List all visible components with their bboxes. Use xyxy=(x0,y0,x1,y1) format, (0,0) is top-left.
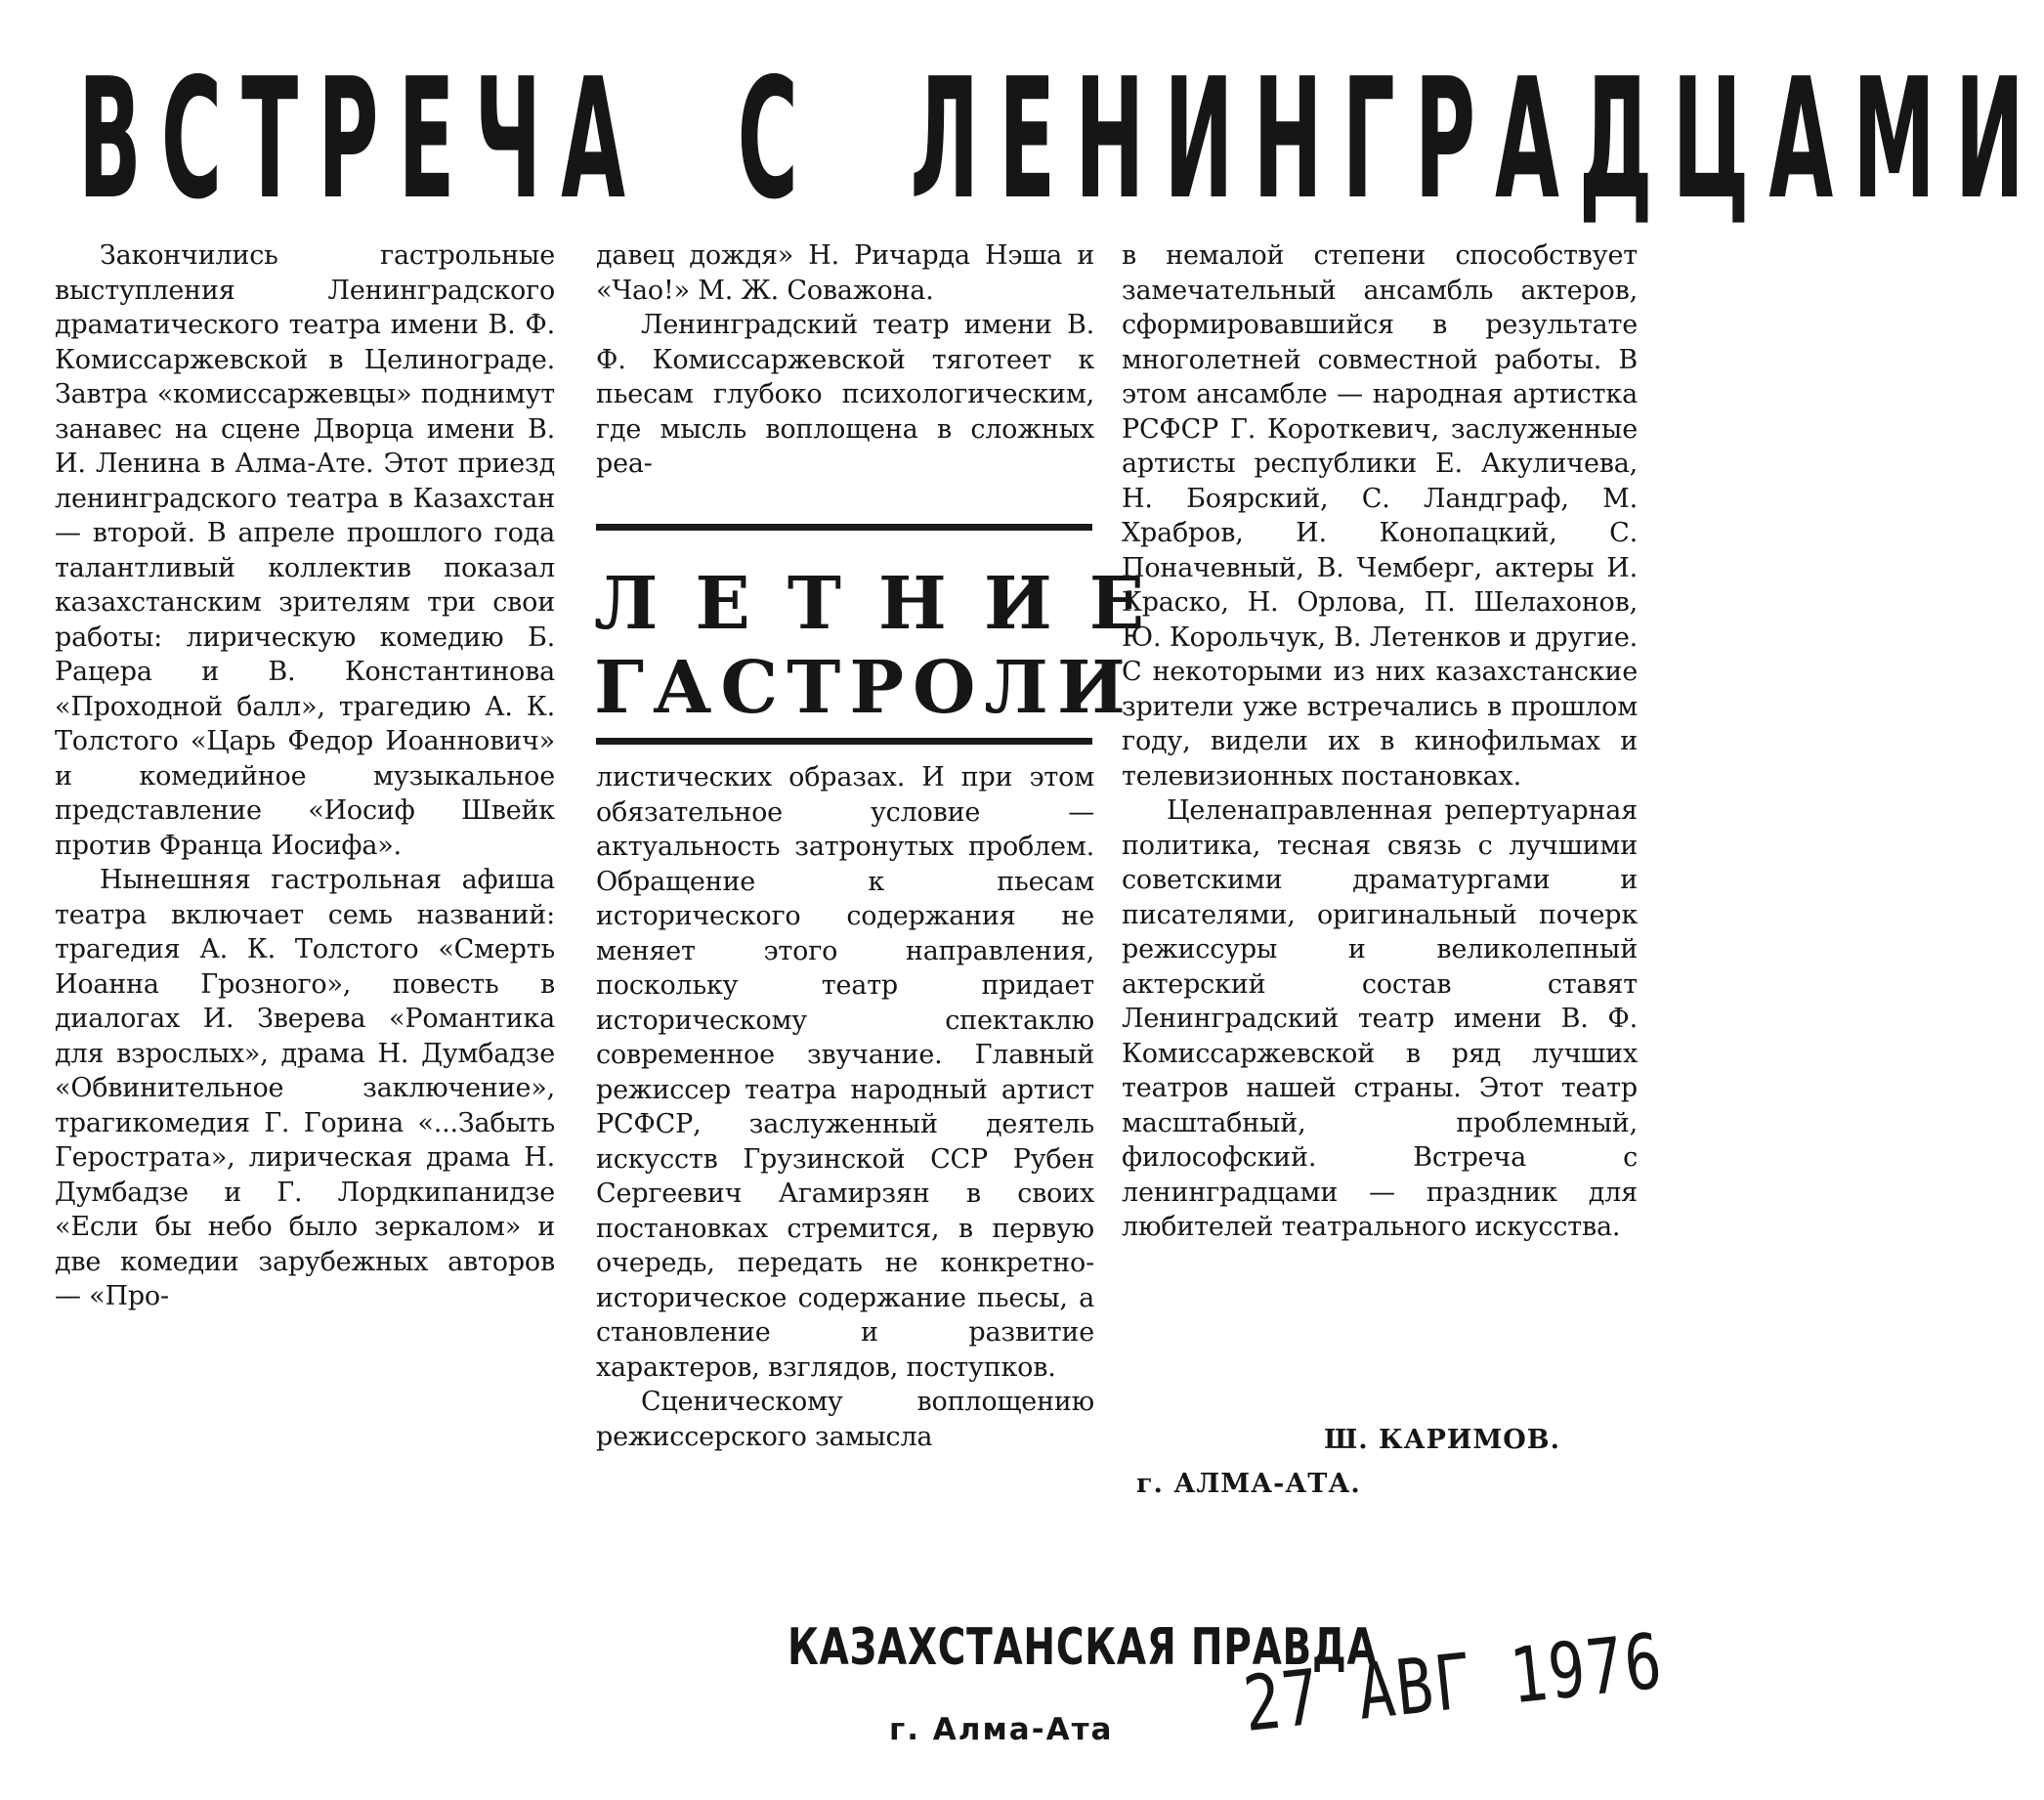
paragraph: Нынешняя гастрольная афиша театра включает семь названий: трагедия А. К. Толстого «Смерть Иоанна Грозного», повесть в диалогах И. Зверева «Романтика для взрослых», драма Н. Думбадзе «Обвинительное заключение», трагикомедия Г. Горина «...Забыть Герострата», лирическая драма Н. Думбадзе и Г. Лордкипанидзе «Если бы небо было зеркалом» и две комедии зарубежных авторов — «Про- xyxy=(55,865,555,1311)
paragraph: Ленинградский театр имени В. Ф. Комиссаржевской тяготеет к пьесам глубоко психологическим, где мысль воплощена в сложных реа- xyxy=(596,310,1094,479)
divider-rule xyxy=(596,524,1092,531)
divider-rule xyxy=(596,738,1092,745)
article-column-2-top xyxy=(596,238,1094,482)
article-column-1 xyxy=(55,238,555,1314)
subheadline-line-1: ЛЕТНИЕ xyxy=(594,562,1182,646)
subheadline-line-2: ГАСТРОЛИ xyxy=(594,646,1134,730)
newspaper-stamp-title: КАЗАХСТАНСКАЯ ПРАВДА xyxy=(788,1618,1378,1677)
paragraph: листических образах. И при этом обязательное условие — актуальность затронутых проблем. Обращение к пьесам исторического содержания не меняет этого направления, поскольку театр придает историческому спектаклю современное звучание. Главный режиссер театра народный артист РСФСР, заслуженный деятель искусств Грузинской ССР Рубен Сергеевич Агамирзян в своих постановках стремится, в первую очередь, передать не конкретно-историческое содержание пьесы, а становление и развитие характеров, взглядов, поступков. xyxy=(596,762,1094,1383)
paragraph: Сценическому воплощению режиссерского замысла xyxy=(596,1387,1094,1452)
paragraph: Целенаправленная репертуарная политика, тесная связь с лучшими советскими драматургами и писателями, оригинальный почерк режиссуры и великолепный актерский состав ставят Ленинградский театр имени В. Ф. Комиссаржевской в ряд лучших театров нашей страны. Этот театр масштабный, проблемный, философский. Встреча с ленинградцами — праздник для любителей театрального искусства. xyxy=(1122,795,1638,1242)
paragraph: Закончились гастрольные выступления Ленинградского драматического театра имени В. Ф. Комиссаржевской в Целинограде. Завтра «комиссаржевцы» поднимут занавес на сцене Дворца имени В. И. Ленина в Алма-Ате. Этот приезд ленинградского театра в Казахстан — второй. В апреле прошлого года талантливый коллектив показал казахстанским зрителям три свои работы: лирическую комедию Б. Рацера и В. Константинова «Проходной балл», трагедию А. К. Толстого «Царь Федор Иоаннович» и комедийное музыкальное представление «Иосиф Швейк против Франца Иосифа». xyxy=(55,240,555,861)
newspaper-stamp-city: г. Алма-Ата xyxy=(889,1712,1114,1747)
dateline-place: г. АЛМА-АТА. xyxy=(1136,1469,1361,1499)
date-stamp: 27 АВГ 1976 xyxy=(1239,1617,1668,1749)
article-column-2-bottom xyxy=(596,760,1094,1454)
paragraph: в немалой степени способствует замечательный ансамбль актеров, сформировавшийся в результате многолетней совместной работы. В этом ансамбле — народная артистка РСФСР Г. Короткевич, заслуженные артисты республики Е. Акуличева, Н. Боярский, С. Ландграф, М. Храбров, И. Конопацкий, С. Поначевный, В. Чемберг, актеры И. Краско, Н. Орлова, П. Шелахонов, Ю. Корольчук, В. Летенков и другие. С некоторыми из них казахстанские зрители уже встречались в прошлом году, видели их в кинофильмах и телевизионных постановках. xyxy=(1122,240,1638,792)
article-column-3 xyxy=(1122,238,1638,1245)
paragraph: давец дождя» Н. Ричарда Нэша и «Чао!» М. Ж. Соважона. xyxy=(596,240,1094,306)
author-signature: Ш. КАРИМОВ. xyxy=(1324,1425,1561,1455)
article-headline: ВСТРЕЧА С ЛЕНИНГРАДЦАМИ xyxy=(78,43,2044,236)
